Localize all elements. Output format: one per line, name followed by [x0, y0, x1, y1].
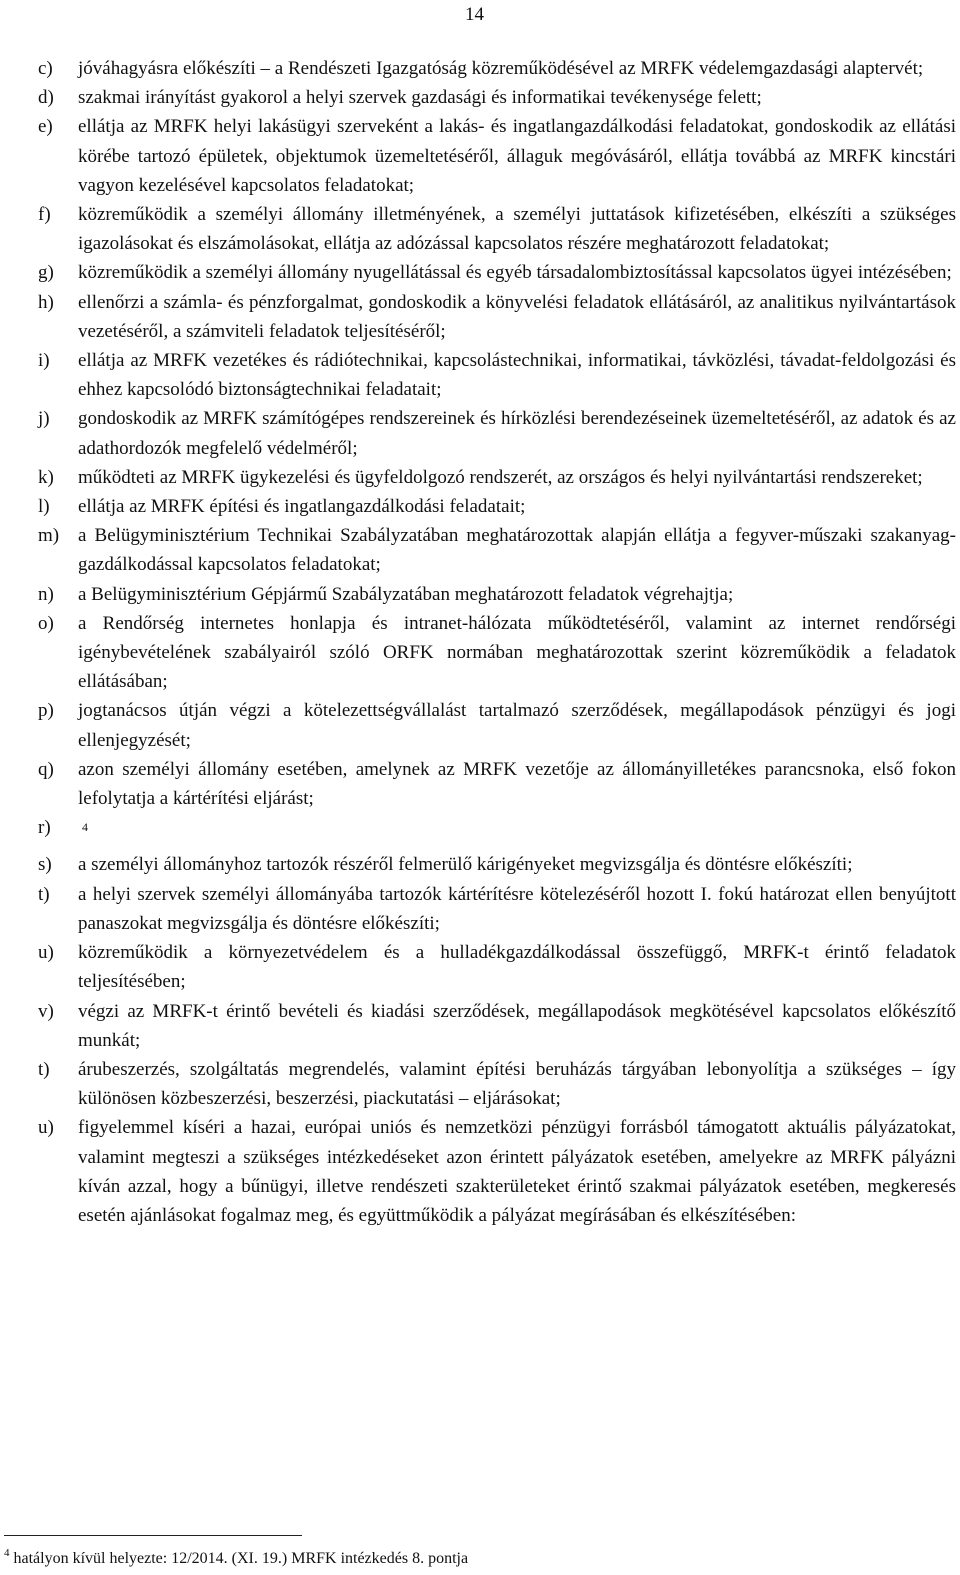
provision-list [38, 54, 956, 1230]
list-item-text [78, 83, 956, 112]
list-item-marker: t) [38, 883, 50, 905]
list-item-body: a helyi szervek személyi állományába tartozók kártérítésre kötelezéséről hozott I. fokú határozat ellen benyújtott panaszokat megvizsgálja és döntésre előkészíti; [78, 883, 956, 934]
list-item [38, 696, 956, 754]
list-item-text [78, 346, 956, 404]
list-item-marker: l) [38, 496, 50, 518]
list-item-body: a Belügyminisztérium Gépjármű Szabályzatában meghatározott feladatok végrehajtja; [78, 583, 734, 605]
list-item [38, 609, 956, 697]
list-item-marker: e) [38, 116, 53, 138]
list-item-text [78, 997, 956, 1055]
list-item-body: jogtanácsos útján végzi a kötelezettségvállalást tartalmazó szerződések, megállapodások pénzügyi és jogi ellenjegyzését; [78, 700, 956, 751]
list-item-marker: n) [38, 583, 54, 605]
list-item-body: ellátja az MRFK helyi lakásügyi szerveként a lakás- és ingatlangazdálkodási feladatokat, gondoskodik az ellátási körébe tartozó épületek, objektumok üzemeltetéséről, állaguk megóvásáról, ellátja továbbá az MRFK kincstári vagyon kezelésével kapcsolatos feladatokat; [78, 116, 956, 196]
list-item-text [78, 696, 956, 754]
list-item-text [78, 1055, 956, 1113]
list-item-text [78, 1113, 956, 1230]
list-item-body: a Rendőrség internetes honlapja és intranet-hálózata működtetéséről, valamint az internet rendőrségi igénybevételének szabályairól szóló ORFK normában meghatározottak szerint közreműködik a feladatok ellátásában; [78, 612, 956, 693]
list-item [38, 813, 956, 850]
list-item-body: árubeszerzés, szolgáltatás megrendelés, valamint építési beruházás tárgyában lebonyolítja a szükséges – így különösen közbeszerzési, beszerzési, piackutatási – eljárásokat; [78, 1058, 956, 1110]
list-item [38, 54, 956, 83]
list-item [38, 1113, 956, 1230]
list-item-body: végzi az MRFK-t érintő bevételi és kiadási szerződések, megállapodások megkötésével kapcsolatos előkészítő munkát; [78, 1000, 956, 1051]
footnote-reference[interactable]: 4 [82, 820, 88, 835]
list-item [38, 200, 956, 258]
list-item-marker: d) [38, 87, 54, 109]
list-item [38, 755, 956, 813]
list-item [38, 346, 956, 404]
list-item-marker: q) [38, 758, 54, 780]
list-item [38, 880, 956, 938]
list-item-text [78, 813, 956, 850]
list-item [38, 492, 956, 521]
list-item-text [78, 404, 956, 462]
list-item-marker: u) [38, 1117, 54, 1139]
list-item-marker: t) [38, 1058, 50, 1080]
list-item [38, 288, 956, 346]
list-item-body: ellátja az MRFK építési és ingatlangazdálkodási feladatait; [78, 496, 526, 518]
list-item-marker: f) [38, 204, 51, 226]
list-item-marker: i) [38, 350, 50, 372]
list-item-text [78, 54, 956, 83]
list-item [38, 850, 956, 879]
page-number: 14 [465, 4, 484, 25]
list-item-body: ellátja az MRFK vezetékes és rádiótechnikai, kapcsolástechnikai, informatikai, távközlési, távadat-feldolgozási és ehhez kapcsolódó biztonságtechnikai feladatait; [78, 350, 956, 401]
list-item-body: jóváhagyásra előkészíti – a Rendészeti Igazgatóság közreműködésével az MRFK védelemgazdasági alaptervét; [78, 58, 924, 79]
list-item-text [78, 112, 956, 200]
list-item-marker: p) [38, 700, 54, 722]
list-item-text [78, 850, 956, 879]
list-item-body: ellenőrzi a számla- és pénzforgalmat, gondoskodik a könyvelési feladatok ellátásáról, az analitikus nyilvántartások vezetéséről, a számviteli feladatok teljesítéséről; [78, 291, 956, 342]
list-item-text [78, 288, 956, 346]
list-item [38, 463, 956, 492]
list-item [38, 258, 956, 287]
list-item [38, 938, 956, 996]
list-item-marker: v) [38, 1000, 54, 1022]
list-item-body: figyelemmel kíséri a hazai, európai uniós és nemzetközi pénzügyi forrásból támogatott aktuális pályázatokat, valamint megteszi a szükséges intézkedéseket azon érintett pályázatok esetében, amelyekre az MRFK pályázni kíván azzal, hogy a bűnügyi, illetve rendészeti szakterületeket érintő szakmai pályázatok esetében, megkeresés esetén ajánlásokat fogalmaz meg, és együttműködik a pályázat megírásában és elkészítésében: [78, 1117, 956, 1226]
list-item-marker: k) [38, 466, 54, 488]
list-item-text [78, 492, 956, 521]
list-item [38, 83, 956, 112]
footnote [4, 1541, 468, 1571]
footnote-separator [4, 1535, 302, 1536]
list-item [38, 521, 956, 579]
list-item-text [78, 755, 956, 813]
list-item-body: gondoskodik az MRFK számítógépes rendszereinek és hírközlési berendezéseinek üzemeltetéséről, az adatok és az adathordozók megfelelő védelméről; [78, 408, 956, 459]
list-item [38, 997, 956, 1055]
list-item-marker: o) [38, 612, 54, 634]
footnote-text: hatályon kívül helyezte: 12/2014. (XI. 19.) MRFK intézkedés 8. pontja [13, 1550, 469, 1567]
list-item-marker: s) [38, 854, 52, 876]
list-item-marker: u) [38, 942, 54, 964]
list-item [38, 404, 956, 462]
list-item-body: közreműködik a környezetvédelem és a hulladékgazdálkodással összefüggő, MRFK-t érintő feladatok teljesítésében; [78, 942, 956, 993]
list-item-marker: r) [38, 817, 51, 839]
list-item-body: működteti az MRFK ügykezelési és ügyfeldolgozó rendszerét, az országos és helyi nyilvántartási rendszereket; [78, 466, 923, 488]
list-item-marker: c) [38, 58, 53, 79]
list-item-marker: h) [38, 291, 54, 313]
list-item-text [78, 938, 956, 996]
list-item [38, 580, 956, 609]
list-item-body: szakmai irányítást gyakorol a helyi szervek gazdasági és informatikai tevékenysége felett; [78, 87, 762, 109]
list-item-text [78, 609, 956, 697]
list-item-text [78, 580, 956, 609]
list-item-text [78, 258, 956, 287]
footnote-mark: 4 [4, 1547, 10, 1559]
list-item-body: azon személyi állomány esetében, amelynek az MRFK vezetője az állományilletékes parancsnoka, első fokon lefolytatja a kártérítési eljárást; [78, 758, 956, 810]
list-item-body: a személyi állományhoz tartozók részéről felmerülő kárigényeket megvizsgálja és döntésre előkészíti; [78, 854, 853, 876]
list-item-marker: g) [38, 262, 54, 284]
list-item-marker: j) [38, 408, 50, 430]
list-item [38, 112, 956, 200]
list-item-body: a Belügyminisztérium Technikai Szabályzatában meghatározottak alapján ellátja a fegyver-műszaki szakanyag-gazdálkodással kapcsolatos feladatokat; [78, 525, 956, 576]
list-item [38, 1055, 956, 1113]
list-item-text [78, 521, 956, 579]
list-item-text [78, 880, 956, 938]
list-item-marker: m) [38, 525, 60, 547]
list-item-text [78, 463, 956, 492]
list-item-body: közreműködik a személyi állomány nyugellátással és egyéb társadalombiztosítással kapcsolatos ügyei intézésében; [78, 262, 952, 284]
list-item-text [78, 200, 956, 258]
list-item-body: közreműködik a személyi állomány illetményének, a személyi juttatások kifizetésében, elkészíti a szükséges igazolásokat és elszámolásokat, ellátja az adózással kapcsolatos részére meghatározott feladatokat; [78, 204, 956, 255]
